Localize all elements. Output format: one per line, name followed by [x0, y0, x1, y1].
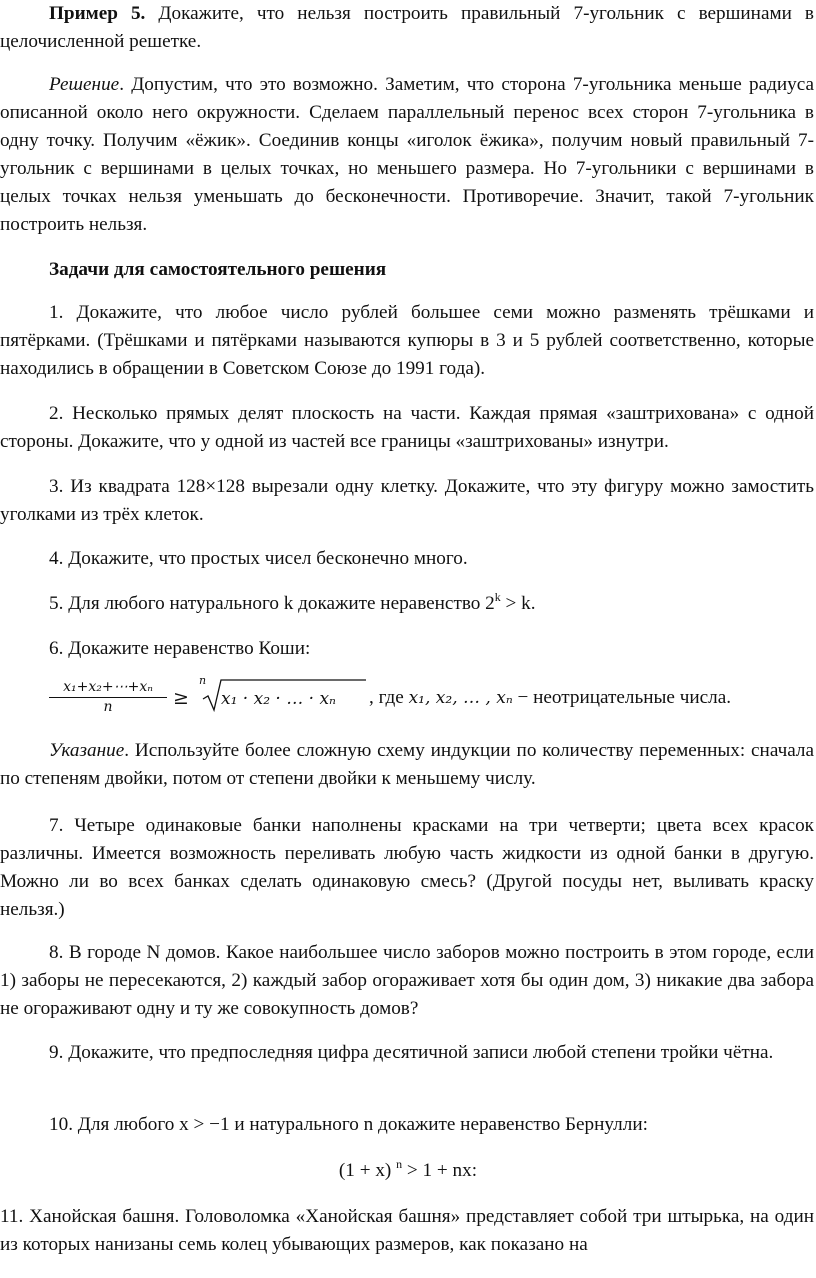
bernoulli-left: (1 + x) [338, 1160, 397, 1181]
cauchy-numerator: x₁+x₂+⋯+xₙ [49, 678, 167, 698]
problem-5-text: 5. Для любого натурального k докажите неравенство 2 [49, 593, 495, 614]
problem-5 [0, 590, 814, 618]
problem-8: 8. В городе N домов. Какое наибольшее число заборов можно построить в этом городе, если 1) заборы не пересекаются, 2) каждый забор огораживает хотя бы один дом, 3) никакие два забора не огораживают одну и ту же совокупность домов? [0, 942, 814, 1019]
bernoulli-inequality [0, 1157, 816, 1185]
problem-5-exponent: k [494, 590, 501, 604]
bernoulli-exponent: n [396, 1157, 403, 1171]
example-5-text: Докажите, что нельзя построить правильный 7-угольник с вершинами в целочисленной решетке. [0, 3, 814, 52]
problem-9: 9. Докажите, что предпоследняя цифра десятичной записи любой степени тройки чётна. [49, 1042, 774, 1063]
problem-6: 6. Докажите неравенство Коши: [49, 638, 311, 659]
problem-2: 2. Несколько прямых делят плоскость на части. Каждая прямая «заштрихована» с одной стороны. Докажите, что у одной из частей все границы «заштрихованы» изнутри. [0, 403, 814, 452]
problem-1: 1. Докажите, что любое число рублей большее семи можно разменять трёшками и пятёрками. (Трёшками и пятёрками называются купюры в 3 и 5 рублей соответственно, которые находились в обращении в Советском Союзе до 1991 года). [0, 302, 814, 379]
example-5-label: Пример 5. [49, 3, 146, 24]
cauchy-denominator: n [103, 699, 113, 715]
problem-3: 3. Из квадрата 128×128 вырезали одну клетку. Докажите, что эту фигуру можно замостить уголками из трёх клеток. [0, 476, 814, 525]
problem-7: 7. Четыре одинаковые банки наполнены красками на три четверти; цвета всех красок различны. Имеется возможность переливать любую часть жидкости из одной банки в другую. Можно ли во всех банках сделать одинаковую смесь? (Другой посуды нет, выливать краску нельзя.) [0, 815, 814, 920]
problem-4: 4. Докажите, что простых чисел бесконечно много. [49, 548, 468, 569]
radicand: x₁ · x₂ · … · xₙ [221, 689, 336, 709]
root-index: n [199, 674, 207, 687]
cauchy-condition [369, 684, 731, 712]
cauchy-fraction [49, 678, 167, 716]
bernoulli-right: > 1 + nx: [402, 1160, 478, 1181]
cauchy-rest: − неотрицательные числа. [512, 687, 732, 708]
solution-label: Решение [49, 74, 120, 95]
section-title: Задачи для самостоятельного решения [49, 259, 387, 280]
cauchy-where: , где [369, 687, 409, 708]
solution-text: . Допустим, что это возможно. Заметим, что сторона 7-угольника меньше радиуса описанной около него окружности. Сделаем параллельный перенос всех сторон 7-угольника в одну точку. Получим «ёжик». Соединив концы «иголок ёжика», получим новый правильный 7-угольник с вершинами в целых точках, но меньшего размера. Но 7-угольники с вершинами в целых точках нельзя уменьшать до бесконечности. Противоречие. Значит, такой 7-угольник построить нельзя. [0, 74, 814, 235]
example-5-statement [0, 0, 814, 56]
example-5-solution [0, 71, 814, 239]
problem-11: 11. Ханойская башня. Головоломка «Ханойская башня» представляет собой три штырька, на один из которых нанизаны семь колец убывающих размеров, как показано на [0, 1206, 814, 1255]
cauchy-inequality [49, 674, 809, 724]
hint-text: . Используйте более сложную схему индукции по количеству переменных: сначала по степеням двойки, потом от степени двойки к меньшему числу. [0, 740, 814, 789]
cauchy-variables: x₁, x₂, … , xₙ [408, 688, 513, 708]
hint-label: Указание [49, 740, 125, 761]
geq-sign: ≥ [173, 687, 189, 709]
problem-10: 10. Для любого x > −1 и натурального n докажите неравенство Бернулли: [49, 1114, 648, 1135]
problem-5-tail: > k. [500, 593, 536, 614]
problem-6-hint [0, 737, 814, 793]
